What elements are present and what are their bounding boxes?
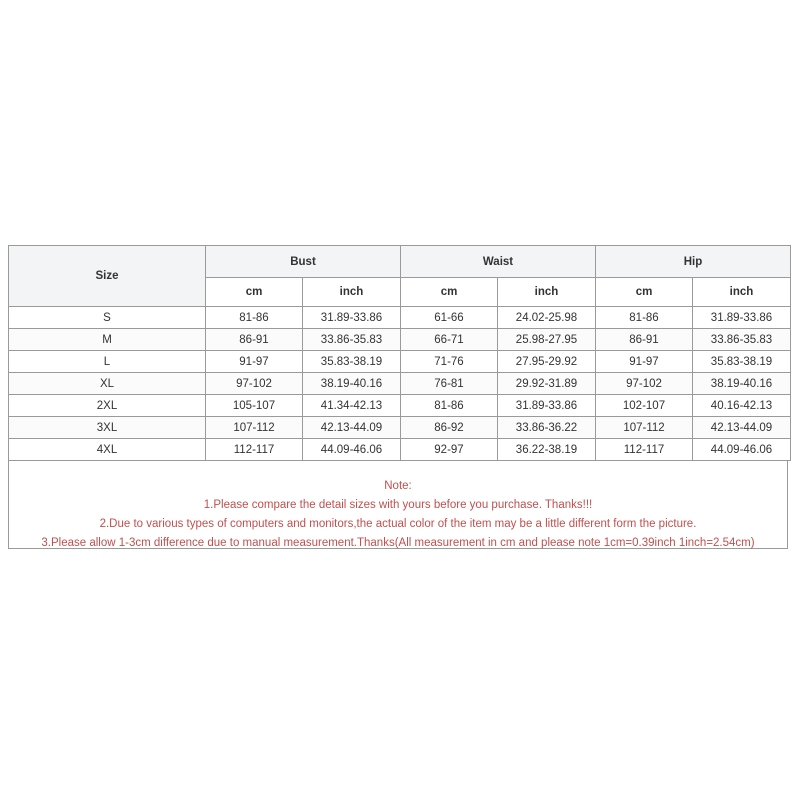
waist-inch-cell: 24.02-25.98: [498, 307, 596, 329]
hip-inch-cell: 42.13-44.09: [693, 417, 791, 439]
bust-cm-header: cm: [206, 278, 303, 307]
size-cell: L: [9, 351, 206, 373]
note-line-3: 3.Please allow 1-3cm difference due to manual measurement.Thanks(All measurement in cm and please note 1cm=0.39inch 1inch=2.54cm): [41, 537, 755, 549]
waist-cm-cell: 86-92: [401, 417, 498, 439]
size-column-header: Size: [9, 246, 206, 307]
bust-inch-cell: 38.19-40.16: [303, 373, 401, 395]
bust-inch-cell: 44.09-46.06: [303, 439, 401, 461]
waist-inch-cell: 36.22-38.19: [498, 439, 596, 461]
waist-group-header: Waist: [401, 246, 596, 278]
note-line-1: 1.Please compare the detail sizes with yours before you purchase. Thanks!!!: [203, 499, 593, 511]
table-row: [9, 417, 791, 439]
hip-cm-cell: 102-107: [596, 395, 693, 417]
size-chart: [8, 245, 790, 549]
note-title: Note:: [384, 480, 412, 492]
table-row: [9, 373, 791, 395]
table-row: [9, 439, 791, 461]
table-row: [9, 307, 791, 329]
waist-cm-header: cm: [401, 278, 498, 307]
notes-box: [8, 461, 788, 549]
bust-group-header: Bust: [206, 246, 401, 278]
size-cell: S: [9, 307, 206, 329]
hip-cm-cell: 97-102: [596, 373, 693, 395]
bust-inch-cell: 41.34-42.13: [303, 395, 401, 417]
hip-cm-cell: 86-91: [596, 329, 693, 351]
hip-inch-cell: 40.16-42.13: [693, 395, 791, 417]
waist-cm-cell: 76-81: [401, 373, 498, 395]
hip-cm-cell: 112-117: [596, 439, 693, 461]
hip-inch-cell: 38.19-40.16: [693, 373, 791, 395]
table-row: [9, 329, 791, 351]
hip-inch-cell: 35.83-38.19: [693, 351, 791, 373]
waist-inch-cell: 33.86-36.22: [498, 417, 596, 439]
bust-cm-cell: 91-97: [206, 351, 303, 373]
waist-cm-cell: 61-66: [401, 307, 498, 329]
hip-cm-cell: 91-97: [596, 351, 693, 373]
waist-inch-cell: 29.92-31.89: [498, 373, 596, 395]
waist-inch-cell: 31.89-33.86: [498, 395, 596, 417]
bust-inch-cell: 31.89-33.86: [303, 307, 401, 329]
bust-inch-cell: 35.83-38.19: [303, 351, 401, 373]
bust-cm-cell: 112-117: [206, 439, 303, 461]
bust-inch-cell: 33.86-35.83: [303, 329, 401, 351]
waist-inch-header: inch: [498, 278, 596, 307]
note-line-2: 2.Due to various types of computers and monitors,the actual color of the item may be a little different form the picture.: [99, 518, 697, 530]
size-cell: 2XL: [9, 395, 206, 417]
size-cell: XL: [9, 373, 206, 395]
hip-group-header: Hip: [596, 246, 791, 278]
bust-cm-cell: 86-91: [206, 329, 303, 351]
waist-cm-cell: 66-71: [401, 329, 498, 351]
size-cell: M: [9, 329, 206, 351]
waist-inch-cell: 27.95-29.92: [498, 351, 596, 373]
bust-cm-cell: 105-107: [206, 395, 303, 417]
size-table: [8, 245, 791, 461]
hip-inch-cell: 31.89-33.86: [693, 307, 791, 329]
size-cell: 3XL: [9, 417, 206, 439]
bust-inch-header: inch: [303, 278, 401, 307]
hip-cm-header: cm: [596, 278, 693, 307]
waist-inch-cell: 25.98-27.95: [498, 329, 596, 351]
hip-inch-header: inch: [693, 278, 791, 307]
table-row: [9, 395, 791, 417]
bust-cm-cell: 97-102: [206, 373, 303, 395]
size-cell: 4XL: [9, 439, 206, 461]
bust-cm-cell: 81-86: [206, 307, 303, 329]
waist-cm-cell: 71-76: [401, 351, 498, 373]
table-row: [9, 351, 791, 373]
hip-inch-cell: 44.09-46.06: [693, 439, 791, 461]
group-header-row: [9, 246, 791, 278]
hip-cm-cell: 107-112: [596, 417, 693, 439]
hip-cm-cell: 81-86: [596, 307, 693, 329]
waist-cm-cell: 81-86: [401, 395, 498, 417]
bust-cm-cell: 107-112: [206, 417, 303, 439]
hip-inch-cell: 33.86-35.83: [693, 329, 791, 351]
bust-inch-cell: 42.13-44.09: [303, 417, 401, 439]
waist-cm-cell: 92-97: [401, 439, 498, 461]
